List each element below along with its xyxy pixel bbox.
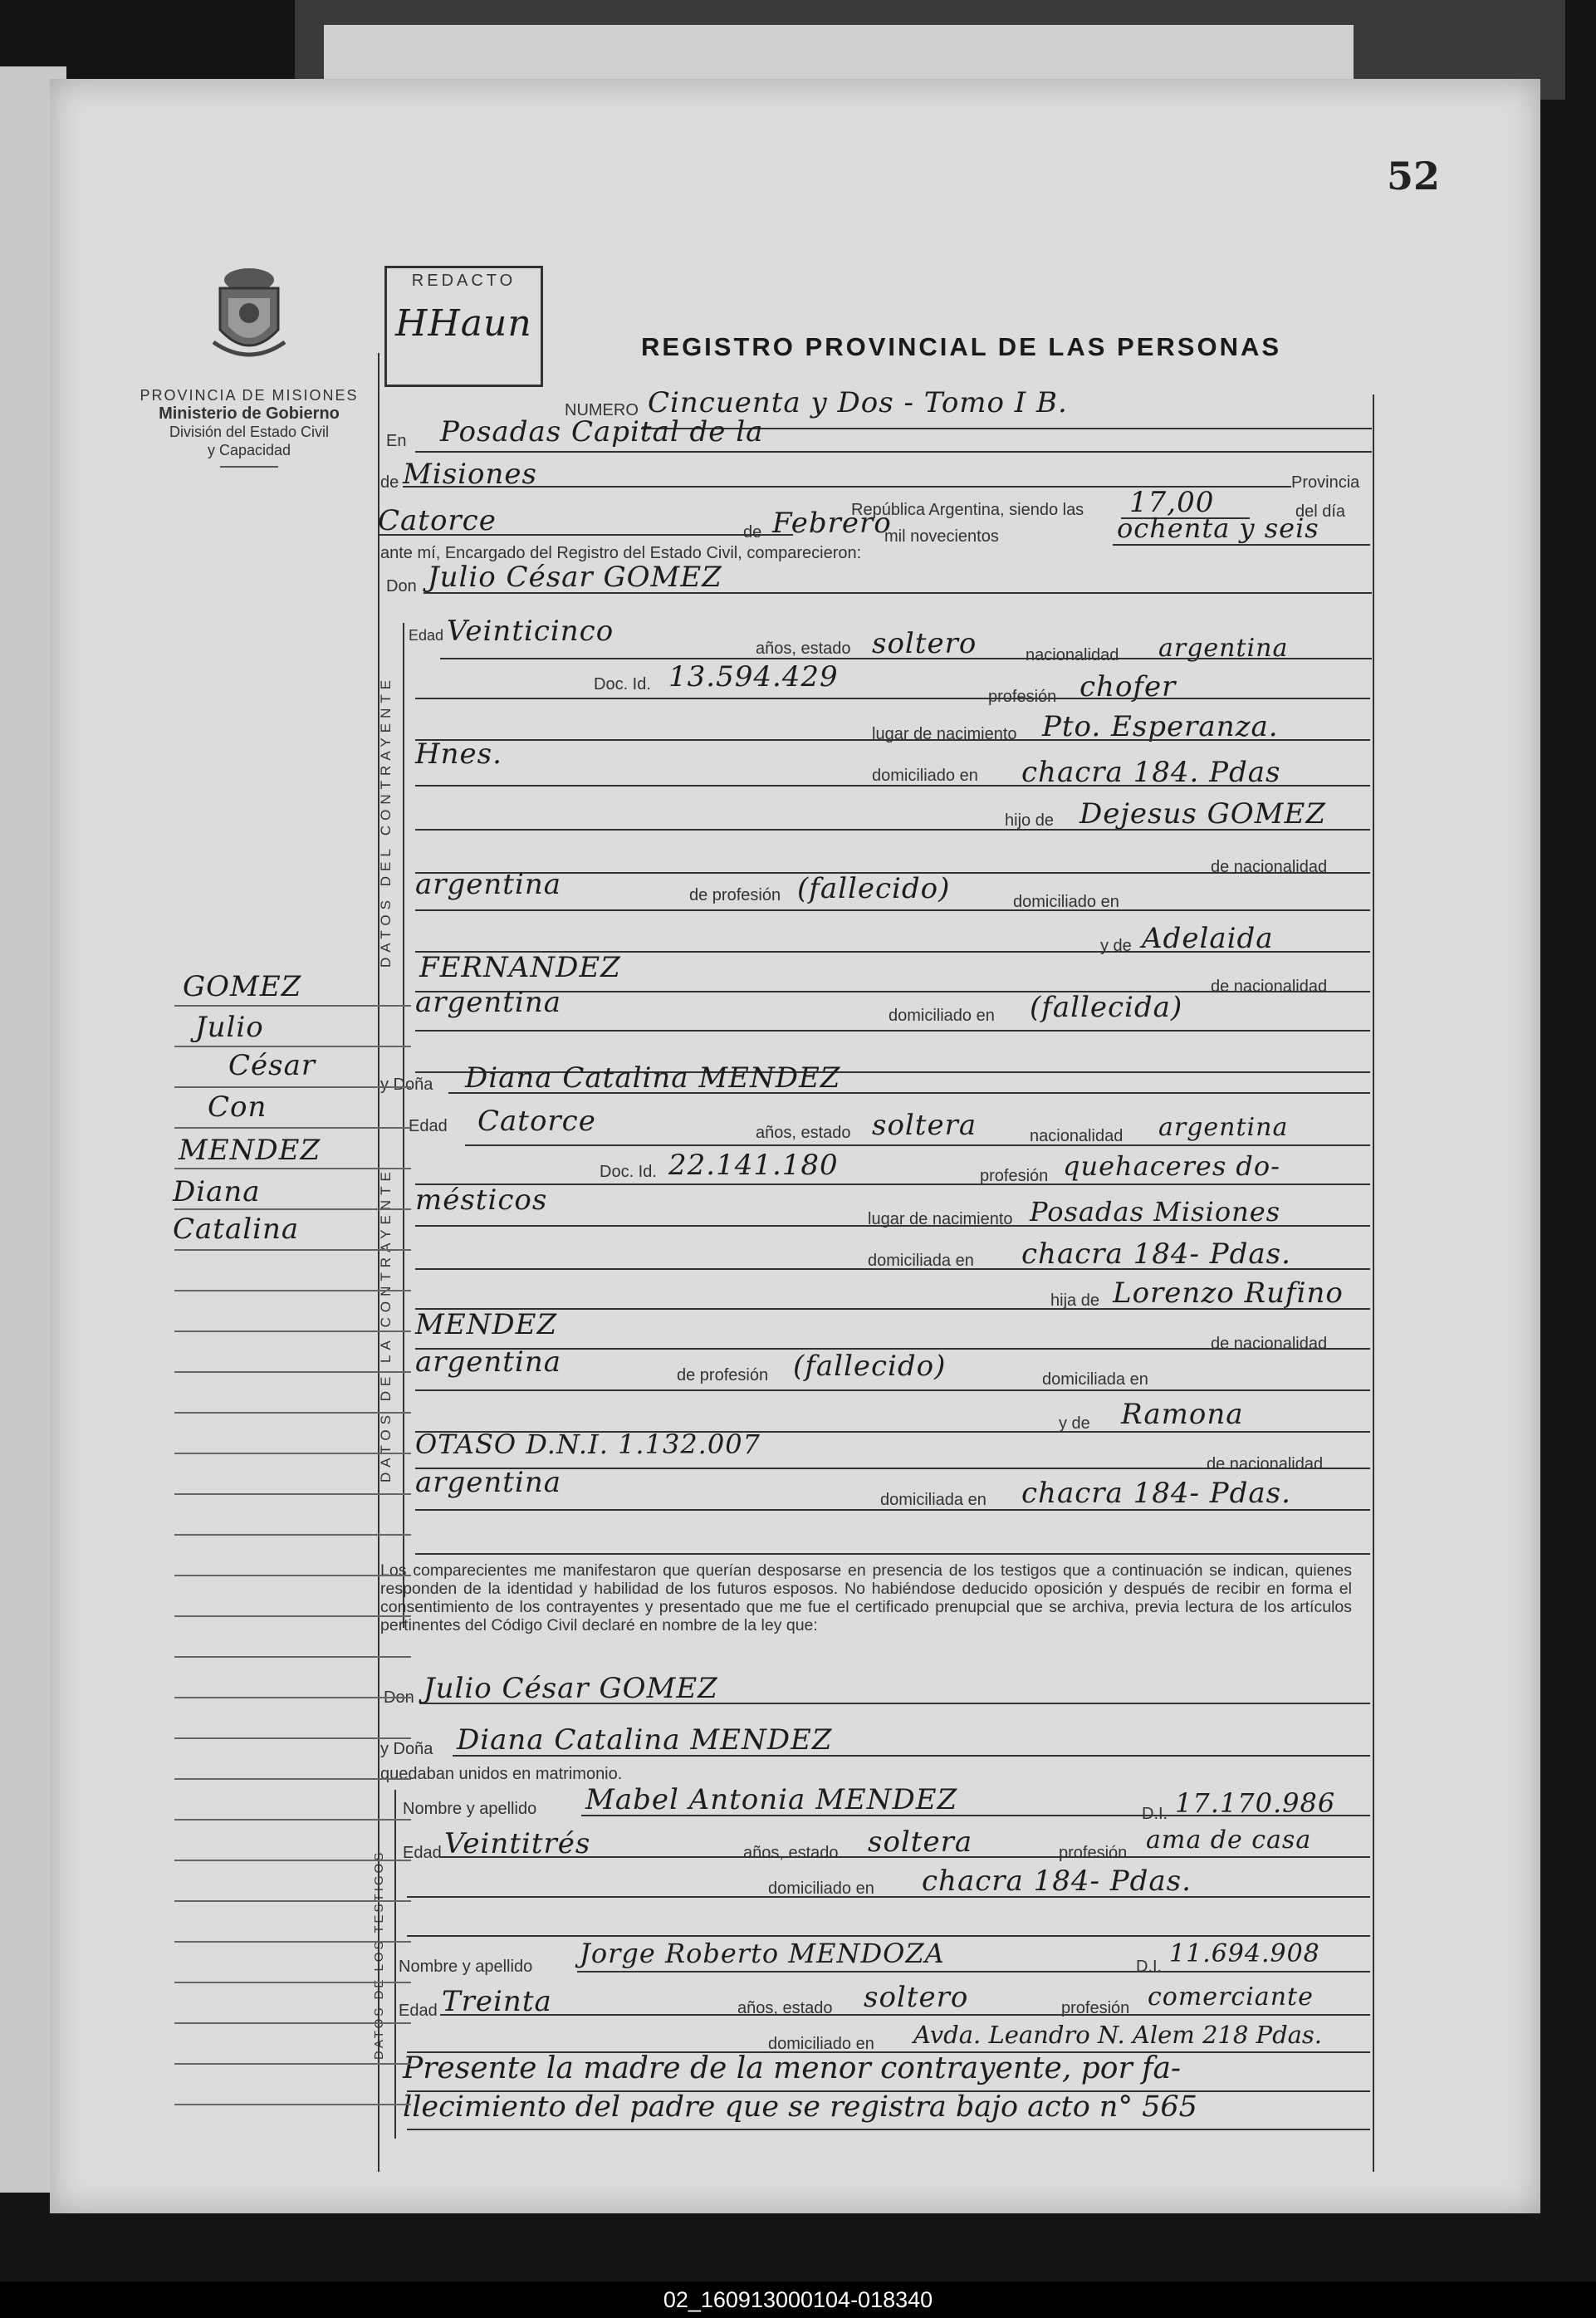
lugar-line: [415, 451, 1372, 453]
margin-rule: [174, 1697, 411, 1698]
c2-edad-label: Edad: [409, 1117, 448, 1135]
c1-madre-apellido: FERNANDEZ: [419, 951, 621, 984]
t1-estado: soltera: [868, 1825, 973, 1859]
c1-padre-nac: argentina: [415, 868, 562, 901]
c2-estado: soltera: [872, 1109, 977, 1142]
t1-edad-label: Edad: [403, 1844, 442, 1862]
t2-prof: comerciante: [1148, 1982, 1314, 2012]
margin-rule: [174, 1737, 411, 1739]
stamp-label: REDACTO: [411, 272, 516, 290]
t1-row3-line: [407, 1896, 1370, 1898]
c2-hija-label: hija de: [1050, 1291, 1099, 1310]
t2-estado-label: años, estado: [737, 1999, 833, 2017]
c2-madre-dom: chacra 184- Pdas.: [1021, 1477, 1291, 1510]
t2-prof-label: profesión: [1061, 1999, 1130, 2017]
t1-edad: Veintitrés: [444, 1827, 591, 1860]
mes-value: Febrero: [772, 507, 892, 540]
c2-madre: Ramona: [1121, 1398, 1244, 1431]
margin-note-5: MENDEZ: [179, 1134, 321, 1167]
document-title: REGISTRO PROVINCIAL DE LAS PERSONAS: [641, 332, 1282, 361]
t2-row1-line: [577, 1971, 1370, 1973]
c2-row2-line: [415, 1184, 1370, 1185]
dia-value: Catorce: [378, 504, 497, 537]
c1-estado: soltero: [872, 627, 977, 660]
frame-right-line: [1373, 395, 1374, 2172]
c1-row1-line: [440, 658, 1372, 659]
c1-doc-label: Doc. Id.: [594, 675, 651, 693]
c2-edad: Catorce: [477, 1105, 596, 1138]
c2-nac: argentina: [1158, 1113, 1289, 1142]
dona-label: y Doña: [380, 1076, 433, 1094]
margin-rule: [174, 2104, 411, 2105]
anio-line: [1113, 544, 1370, 546]
c2-padre-prof: (fallecido): [793, 1350, 947, 1383]
c2-estado-label: años, estado: [756, 1124, 851, 1142]
hora-value: 17,00: [1129, 486, 1215, 519]
c1-edad-label: Edad: [409, 627, 444, 644]
margin-rule: [174, 1127, 411, 1129]
organization-block: [125, 386, 374, 468]
c2-padre-dom-label: domiciliada en: [1042, 1370, 1148, 1389]
margin-rule: [174, 1575, 411, 1576]
margin-rule: [174, 1168, 411, 1169]
t2-estado: soltero: [864, 1981, 969, 2014]
c2-dom-label: domiciliada en: [868, 1252, 974, 1270]
margin-rule: [174, 1249, 411, 1251]
margin-note-7: Catalina: [173, 1213, 300, 1246]
c2-prof-label: profesión: [980, 1167, 1049, 1185]
c2-dom: chacra 184- Pdas.: [1021, 1237, 1291, 1271]
image-id-footer: 02_160913000104-018340: [0, 2281, 1596, 2318]
margin-note-3: César: [228, 1049, 316, 1082]
margin-rule: [174, 1493, 411, 1495]
don-line: [423, 592, 1372, 594]
contrayente2-section-label: DATOS DE LA CONTRAYENTE: [378, 1167, 394, 1482]
c1-nac-label: nacionalidad: [1026, 646, 1119, 664]
c1-row3-line: [415, 739, 1370, 741]
c1-estado-label: años, estado: [756, 640, 851, 658]
t1-row4-line: [407, 1935, 1370, 1937]
c1-row5-line: [415, 829, 1370, 831]
margin-rule: [174, 1778, 411, 1780]
c2-deprof-label: de profesión: [677, 1366, 769, 1384]
redacto-stamp: [384, 266, 543, 387]
margin-rule: [174, 1860, 411, 1861]
c1-prof: chofer: [1080, 670, 1177, 703]
org-ministry: Ministerio de Gobierno: [159, 404, 340, 423]
t2-nombre-label: Nombre y apellido: [399, 1958, 533, 1976]
margin-rule: [174, 1900, 411, 1902]
t1-prof-label: profesión: [1059, 1844, 1128, 1862]
de-label: de: [380, 473, 399, 492]
c1-padre: Dejesus GOMEZ: [1080, 797, 1326, 831]
t1-row1-line: [581, 1815, 1370, 1816]
c1-row4-line: [415, 785, 1370, 787]
testigos-section-label: DATOS DE LOS TESTIGOS: [372, 1850, 386, 2060]
c2-madre-dom-label: domiciliada en: [880, 1491, 986, 1509]
c1-yde-label: y de: [1100, 937, 1132, 955]
dona-nombre: Diana Catalina MENDEZ: [465, 1061, 841, 1095]
margin-rule: [174, 1412, 411, 1414]
c1-nac: argentina: [1158, 634, 1289, 663]
margin-rule: [174, 1656, 411, 1658]
t2-dom-label: domiciliado en: [768, 2035, 874, 2053]
c1-row2-line: [415, 698, 1370, 699]
margin-rule: [174, 1290, 411, 1291]
numero-label: NUMERO: [565, 401, 639, 419]
margin-rule: [174, 1046, 411, 1047]
c2-row7-line: [415, 1389, 1370, 1391]
nota-row2-line: [407, 2129, 1370, 2130]
dia-line: [378, 534, 793, 536]
testigos-bracket: [394, 1790, 396, 2139]
c2-prof-cont: mésticos: [415, 1184, 548, 1217]
republica-text: República Argentina, siendo las: [851, 501, 1084, 519]
c2-padre-nac: argentina: [415, 1345, 562, 1379]
register-page: [50, 79, 1540, 2213]
c1-dom: chacra 184. Pdas: [1021, 756, 1281, 789]
t1-estado-label: años, estado: [743, 1844, 839, 1862]
provincia-label: Provincia: [1291, 473, 1360, 492]
anio-value: ochenta y seis: [1117, 512, 1319, 544]
en-label: En: [386, 432, 407, 450]
t1-di-label: D.I.: [1142, 1805, 1168, 1823]
margin-rule: [174, 1005, 411, 1007]
c1-hijo-label: hijo de: [1005, 811, 1054, 830]
org-rule: [220, 466, 278, 468]
c1-madre-denac-label: de nacionalidad: [1211, 978, 1328, 996]
c1-madre-dom-label: domiciliado en: [889, 1007, 995, 1025]
c1-denac-label: de nacionalidad: [1211, 858, 1328, 876]
c2-madre-denac-label: de nacionalidad: [1207, 1455, 1324, 1473]
c1-row10-line: [415, 1030, 1370, 1032]
c1-nacim: Pto. Esperanza.: [1042, 710, 1279, 743]
c1-padre-dom-label: domiciliado en: [1013, 893, 1119, 911]
c2-yde-label: y de: [1059, 1414, 1090, 1433]
t2-edad-label: Edad: [399, 2002, 438, 2020]
c1-dom-label: domiciliado en: [872, 767, 978, 785]
c1-padre-prof: (fallecido): [797, 872, 951, 905]
decl-dona-label: y Doña: [380, 1740, 433, 1758]
margin-note-4: Con: [208, 1090, 267, 1124]
nota-line1: Presente la madre de la menor contrayente, por fa-: [403, 2051, 1182, 2085]
numero-value: Cincuenta y Dos - Tomo I B.: [648, 386, 1068, 419]
margin-rule: [174, 1819, 411, 1821]
c1-prof-label: profesión: [988, 688, 1057, 706]
c2-doc-label: Doc. Id.: [600, 1163, 657, 1181]
c1-madre-nac: argentina: [415, 986, 562, 1019]
provincia-value: Misiones: [403, 458, 537, 491]
t2-di-label: D.I.: [1136, 1958, 1163, 1976]
decl-dona: Diana Catalina MENDEZ: [457, 1723, 833, 1757]
t1-dom-label: domiciliado en: [768, 1879, 874, 1898]
t1-prof: ama de casa: [1146, 1825, 1312, 1855]
c2-madre-apellido: OTASO D.N.I. 1.132.007: [415, 1429, 761, 1460]
margin-rule: [174, 2063, 411, 2065]
margin-rule: [174, 1941, 411, 1943]
contrayente-nombre: Julio César GOMEZ: [428, 561, 722, 594]
margin-rule: [174, 1371, 411, 1373]
margin-rule: [174, 1208, 411, 1210]
margin-note-2: Julio: [195, 1011, 264, 1044]
c1-madre-dom: (fallecida): [1030, 991, 1183, 1024]
c1-row7-line: [415, 909, 1370, 911]
contrayente-bracket: [403, 623, 404, 1138]
t2-edad: Treinta: [442, 1985, 552, 2018]
margin-rule: [174, 1453, 411, 1454]
lugar-value: Posadas Capital de la: [440, 415, 764, 448]
margin-note-6: Diana: [173, 1175, 261, 1208]
c1-edad: Veinticinco: [447, 615, 614, 648]
margin-note-1: GOMEZ: [183, 970, 302, 1003]
nota-line2: llecimiento del padre que se registra bajo acto n° 565: [403, 2090, 1197, 2124]
declaration-paragraph: Los comparecientes me manifestaron que querían desposarse en presencia de los testigos que a continuación se indican, quienes responden de la identidad y habilidad de los futuros esposos. No habiéndose deducido oposición y después de recibir en forma el consentimiento de los contrayentes y presentado que me fue el certificado prenupcial que se archiva, previa lectura de los artículos pertinentes del Código Civil declaré en nombre de la ley que:: [380, 1561, 1352, 1634]
c2-nacim: Posadas Misiones: [1030, 1196, 1281, 1228]
margin-rule: [174, 2022, 411, 2024]
contrayente2-bracket: [403, 1113, 404, 1628]
stamp-signature: HHaun: [395, 302, 532, 345]
mil-label: mil novecientos: [884, 527, 999, 546]
t1-row2-line: [440, 1856, 1370, 1858]
t2-row2-line: [440, 2014, 1370, 2016]
c1-deprof-label: de profesión: [689, 886, 781, 904]
decl-dona-line: [453, 1755, 1370, 1757]
org-capacity: y Capacidad: [207, 442, 291, 458]
c2-row3-line: [415, 1225, 1370, 1227]
coat-of-arms-icon: [203, 263, 295, 367]
de-mes-label: de: [743, 523, 762, 542]
contrayente-section-label: DATOS DEL CONTRAYENTE: [378, 674, 394, 968]
c1-nacim-label: lugar de nacimiento: [872, 725, 1017, 743]
t1-dom: chacra 184- Pdas.: [922, 1865, 1192, 1898]
page-number: 52: [1387, 154, 1441, 198]
ante-text: ante mí, Encargado del Registro del Estado Civil, comparecieron:: [380, 544, 862, 562]
c2-madre-nac: argentina: [415, 1466, 562, 1499]
t2-nombre: Jorge Roberto MENDOZA: [580, 1938, 945, 1969]
c2-doc: 22.141.180: [668, 1149, 839, 1182]
t1-nombre-label: Nombre y apellido: [403, 1800, 537, 1818]
margin-rule: [174, 1615, 411, 1617]
t1-nombre: Mabel Antonia MENDEZ: [585, 1783, 958, 1816]
c2-padre: Lorenzo Rufino: [1113, 1277, 1344, 1310]
c2-prof: quehaceres do-: [1063, 1150, 1280, 1182]
org-division: División del Estado Civil: [169, 424, 330, 440]
org-province: PROVINCIA DE MISIONES: [140, 387, 359, 404]
t1-di: 17.170.986: [1175, 1787, 1336, 1819]
margin-rule: [174, 1534, 411, 1536]
c2-nac-label: nacionalidad: [1030, 1127, 1124, 1145]
margin-rule: [174, 1331, 411, 1332]
dona-line: [448, 1092, 1370, 1094]
del-dia-label: del día: [1295, 502, 1346, 521]
margin-rule: [174, 1086, 411, 1088]
c2-padre-apellido: MENDEZ: [415, 1308, 558, 1341]
margin-rule: [174, 1982, 411, 1983]
c2-row10-line: [415, 1509, 1370, 1511]
c2-row11-line: [415, 1553, 1370, 1555]
decl-cierre: quedaban unidos en matrimonio.: [380, 1765, 623, 1783]
c2-row5-line: [415, 1308, 1370, 1310]
decl-don-line: [419, 1703, 1370, 1704]
c2-denac-label: de nacionalidad: [1211, 1335, 1328, 1353]
don-label: Don: [386, 577, 417, 595]
t2-dom: Avda. Leandro N. Alem 218 Pdas.: [913, 2021, 1323, 2049]
c1-madre: Adelaida: [1142, 922, 1274, 955]
c2-row1-line: [465, 1144, 1370, 1146]
c1-nacim-cont: Hnes.: [415, 738, 502, 771]
decl-don: Julio César GOMEZ: [423, 1672, 718, 1705]
t2-di: 11.694.908: [1169, 1939, 1320, 1968]
c2-row4-line: [415, 1268, 1370, 1270]
decl-don-label: Don: [384, 1688, 414, 1707]
c2-nacim-label: lugar de nacimiento: [868, 1210, 1013, 1228]
c1-doc: 13.594.429: [668, 660, 839, 693]
